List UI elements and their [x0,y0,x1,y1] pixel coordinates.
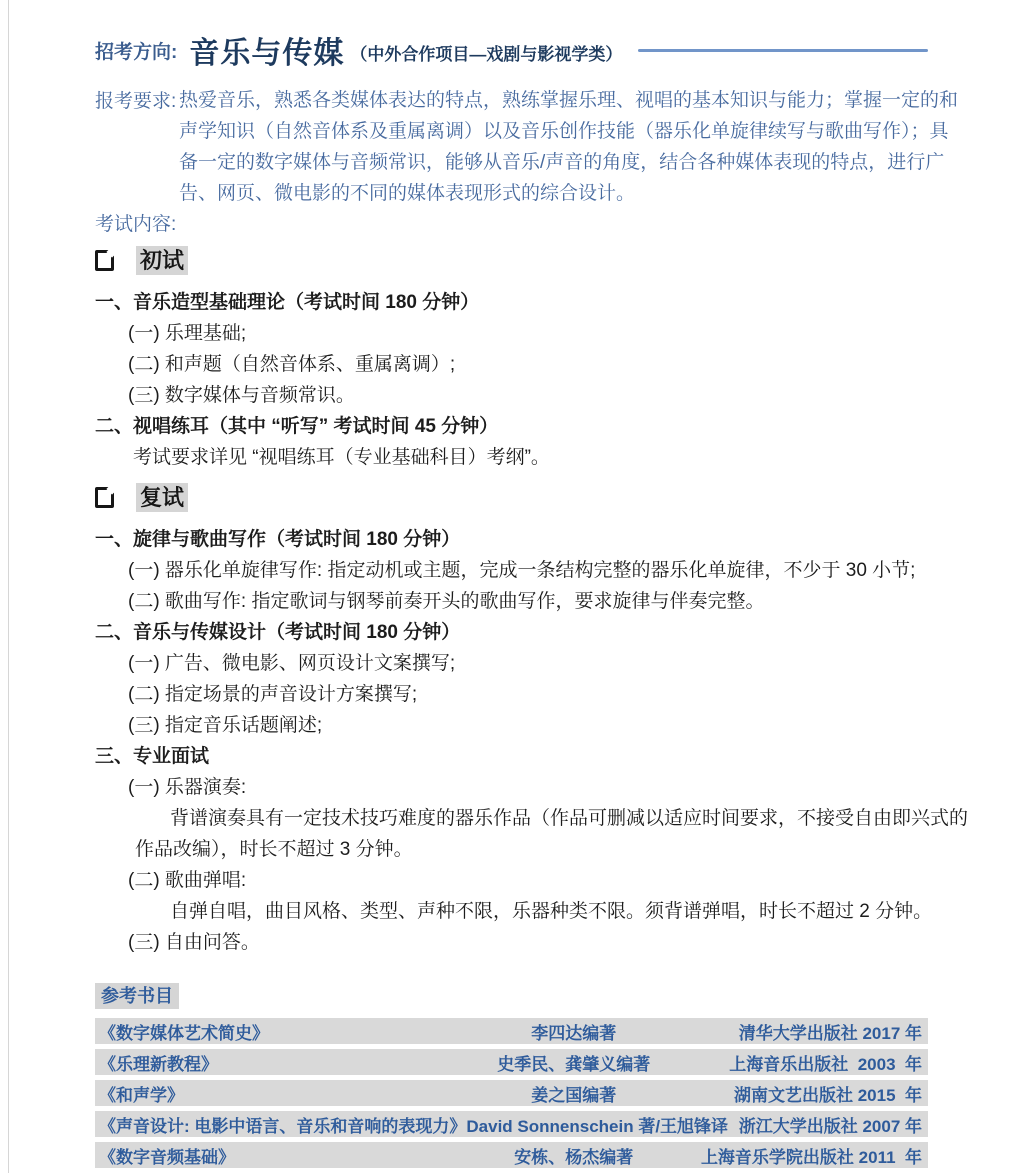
table-row [95,1080,928,1106]
exam-subitem: (三) 指定音乐话题阐述; [128,715,323,736]
book-publisher: 上海音乐出版社 2003 年 [729,1054,922,1074]
table-row [95,1049,928,1075]
first-round-items [95,287,928,473]
first-round-title: 初试 [136,246,188,275]
square-bullet-icon [95,487,114,508]
table-row [95,1142,928,1168]
exam-item: 一、旋律与歌曲写作（考试时间 180 分钟） [95,529,461,550]
exam-subitem: (一) 广告、微电影、网页设计文案撰写; [128,653,456,674]
book-author: 史季民、龚肇义编著 [497,1054,651,1074]
book-title: 《数字音频基础》 [99,1147,235,1167]
requirements-line: 告、网页、微电影的不同的媒体表现形式的综合设计。 [179,183,636,204]
book-author: 安栋、杨杰编著 [514,1147,634,1167]
exam-subitem: (二) 指定场景的声音设计方案撰写; [128,684,418,705]
direction-label: 招考方向: [95,41,178,63]
exam-subitem: (二) 和声题（自然音体系、重属离调）; [128,354,456,375]
exam-subitem: (二) 歌曲弹唱: [128,870,247,891]
book-title: 《乐理新教程》 [99,1054,218,1074]
header-divider [638,49,928,52]
exam-note: 考试要求详见 “视唱练耳（专业基础科目）考纲”。 [133,447,550,468]
book-publisher: 浙江大学出版社 2007 年 [738,1116,922,1136]
requirements-line: 声学知识（自然音体系及重属离调）以及音乐创作技能（器乐化单旋律续写与歌曲写作）；具 [179,121,949,142]
exam-subitem: (一) 器乐化单旋律写作: 指定动机或主题，完成一条结构完整的器乐化单旋律，不少于 30 小节; [128,560,916,581]
requirements-line: 热爱音乐，熟悉各类媒体表达的特点，熟练掌握乐理、视唱的基本知识与能力；掌握一定的和 [179,90,959,111]
book-author: David Sonnenschein 著/王旭锋译 [466,1116,729,1136]
exam-subitem: (三) 自由问答。 [128,932,260,953]
book-publisher: 湖南文艺出版社 2015 年 [734,1085,922,1105]
exam-subitem: (一) 乐器演奏: [128,777,247,798]
exam-subitem: (一) 乐理基础; [128,323,247,344]
page-left-border [8,0,9,1173]
exam-item: 三、专业面试 [95,746,210,767]
exam-item: 二、视唱练耳（其中 “听写” 考试时间 45 分钟） [95,416,499,437]
references-label: 参考书目 [95,983,179,1009]
exam-item: 二、音乐与传媒设计（考试时间 180 分钟） [95,622,461,643]
book-author: 姜之国编著 [531,1085,617,1105]
book-title: 《声音设计: 电影中语言、音乐和音响的表现力》 [99,1116,467,1136]
exam-paragraph: 作品改编），时长不超过 3 分钟。 [135,839,413,860]
exam-subitem: (二) 歌曲写作: 指定歌词与钢琴前奏开头的歌曲写作，要求旋律与伴奏完整。 [128,591,765,612]
exam-item: 一、音乐造型基础理论（考试时间 180 分钟） [95,292,480,313]
page-title: 音乐与传媒 [189,37,345,70]
second-round-heading [95,482,928,512]
table-row [95,1018,928,1044]
document-header [95,28,928,72]
second-round-title: 复试 [136,483,188,512]
page-subtitle: （中外合作项目—戏剧与影视学类） [350,44,623,64]
requirements-block [95,85,959,209]
exam-subitem: (三) 数字媒体与音频常识。 [128,385,355,406]
document-page [95,28,969,1173]
square-bullet-icon [95,250,114,271]
book-title: 《数字媒体艺术简史》 [99,1023,269,1043]
book-author: 李四达编著 [531,1023,617,1043]
book-publisher: 清华大学出版社 2017 年 [738,1023,922,1043]
second-round-items [95,524,969,958]
requirements-label: 报考要求: [95,91,177,112]
exam-paragraph: 自弹自唱，曲目风格、类型、声种不限，乐器种类不限。须背谱弹唱，时长不超过 2 分钟。 [170,901,933,922]
requirements-line: 备一定的数字媒体与音频常识，能够从音乐/声音的角度，结合各种媒体表现的特点，进行广 [179,152,945,173]
table-row [95,1111,928,1137]
exam-content-label: 考试内容: [95,214,177,235]
requirements-text [179,85,958,209]
references-table [95,1018,928,1168]
exam-paragraph: 背谱演奏具有一定技术技巧难度的器乐作品（作品可删减以适应时间要求，不接受自由即兴式的 [170,808,969,829]
book-title: 《和声学》 [99,1085,184,1105]
first-round-heading [95,245,928,275]
book-publisher: 上海音乐学院出版社 2011 年 [700,1147,922,1167]
